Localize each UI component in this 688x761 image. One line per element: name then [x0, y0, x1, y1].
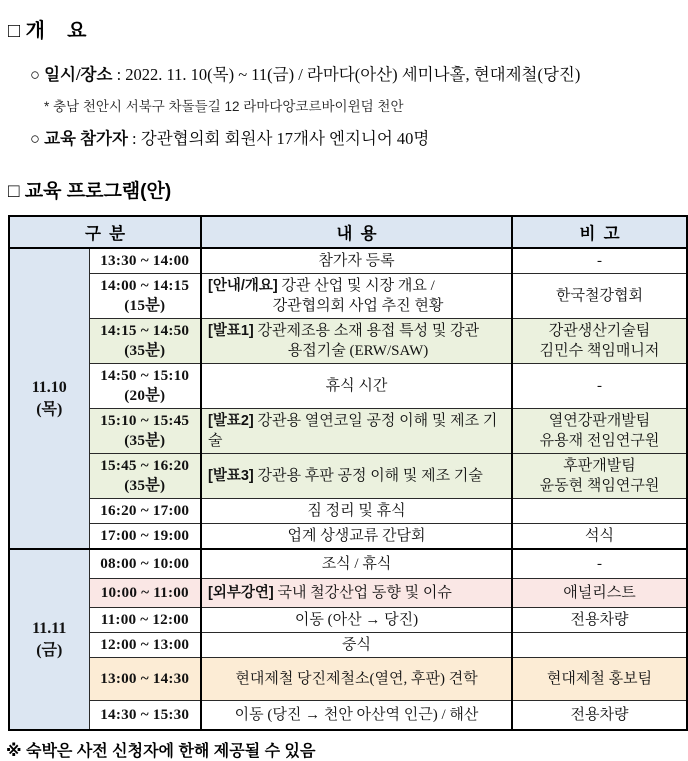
lodging-footnote: ※ 숙박은 사전 신청자에 한해 제공될 수 있음: [6, 743, 316, 760]
day-cell: [9, 549, 89, 730]
session-type-tag: [발표2]: [208, 413, 254, 429]
schedule-row: [9, 549, 687, 579]
schedule-row: [9, 658, 687, 701]
content-cell: [외부강연] 국내 철강산업 동향 및 이슈: [201, 579, 512, 608]
time-cell: 08:00 ~ 10:00: [89, 549, 201, 579]
separator: :: [112, 65, 126, 84]
remark-cell: [512, 499, 687, 524]
participants-label: 교육 참가자: [44, 129, 128, 148]
session-type-tag: [발표1]: [208, 323, 254, 339]
content-cell: 중식: [201, 633, 512, 658]
content-cell: 업계 상생교류 간담회: [201, 524, 512, 550]
separator: :: [127, 129, 141, 148]
remark-cell: 강관생산기술팀 김민수 책임매니저: [512, 319, 687, 364]
session-type-tag: [발표3]: [208, 468, 254, 484]
remark-cell: 석식: [512, 524, 687, 550]
circle-bullet-icon: ○: [30, 65, 45, 84]
content-cell: 이동 (아산 → 당진): [201, 608, 512, 633]
day-cell: [9, 248, 89, 549]
remark-cell: 전용차량: [512, 608, 687, 633]
time-cell: 13:30 ~ 14:00: [89, 248, 201, 274]
schedule-row: [9, 274, 687, 319]
schedule-row: [9, 499, 687, 524]
content-cell: 참가자 등록: [201, 248, 512, 274]
time-cell: 14:50 ~ 15:10 (20분): [89, 364, 201, 409]
schedule-row: [9, 701, 687, 731]
time-cell: 14:00 ~ 14:15 (15분): [89, 274, 201, 319]
time-cell: 13:00 ~ 14:30: [89, 658, 201, 701]
circle-bullet-icon: ○: [30, 129, 45, 148]
day-weekday: (금): [36, 641, 63, 659]
header-gubun: 구 분: [9, 216, 201, 248]
session-type-tag: [안내/개요]: [208, 278, 278, 294]
schedule-row: [9, 608, 687, 633]
remark-cell: -: [512, 549, 687, 579]
day-date: 11.10: [31, 378, 67, 396]
header-content: 내 용: [201, 216, 512, 248]
remark-cell: 전용차량: [512, 701, 687, 731]
schedule-row: [9, 454, 687, 499]
overview-title: □ 개 요: [8, 20, 87, 42]
content-cell: [발표1] 강관제조용 소재 용접 특성 및 강관 용접기술 (ERW/SAW): [201, 319, 512, 364]
schedule-place-label: 일시/장소: [44, 65, 113, 84]
remark-cell: 한국철강협회: [512, 274, 687, 319]
schedule-row: [9, 524, 687, 550]
remark-cell: 애널리스트: [512, 579, 687, 608]
remark-cell: [512, 633, 687, 658]
time-cell: 16:20 ~ 17:00: [89, 499, 201, 524]
schedule-row: [9, 633, 687, 658]
content-cell: [안내/개요] 강관 산업 및 시장 개요 / 강관협의회 사업 추진 현황: [201, 274, 512, 319]
table-header-row: [9, 216, 687, 248]
time-cell: 17:00 ~ 19:00: [89, 524, 201, 550]
content-cell: [발표3] 강관용 후판 공정 이해 및 제조 기술: [201, 454, 512, 499]
remark-cell: 열연강판개발팀 유용재 전임연구원: [512, 409, 687, 454]
participants-value: 강관협의회 회원사 17개사 엔지니어 40명: [140, 129, 430, 148]
day-weekday: (목): [36, 400, 63, 418]
address-note: * 충남 천안시 서북구 차돌들길 12 라마다앙코르바이윈덤 천안: [44, 99, 404, 114]
remark-cell: -: [512, 248, 687, 274]
participants-line: [30, 125, 688, 149]
session-type-tag: [외부강연]: [208, 585, 274, 601]
schedule-row: [9, 409, 687, 454]
program-schedule-table: [8, 215, 688, 731]
time-cell: 11:00 ~ 12:00: [89, 608, 201, 633]
schedule-row: [9, 579, 687, 608]
content-cell: 이동 (당진 → 천안 아산역 인근) / 해산: [201, 701, 512, 731]
time-cell: 10:00 ~ 11:00: [89, 579, 201, 608]
schedule-row: [9, 248, 687, 274]
remark-cell: 현대제철 홍보팀: [512, 658, 687, 701]
time-cell: 15:10 ~ 15:45 (35분): [89, 409, 201, 454]
header-remark: 비 고: [512, 216, 687, 248]
time-cell: 14:30 ~ 15:30: [89, 701, 201, 731]
content-cell: 짐 정리 및 휴식: [201, 499, 512, 524]
content-cell: 휴식 시간: [201, 364, 512, 409]
content-cell: 현대제철 당진제철소(열연, 후판) 견학: [201, 658, 512, 701]
content-cell: 조식 / 휴식: [201, 549, 512, 579]
content-cell: [발표2] 강관용 열연코일 공정 이해 및 제조 기술: [201, 409, 512, 454]
schedule-row: [9, 364, 687, 409]
day-date: 11.11: [32, 619, 67, 637]
schedule-row: [9, 319, 687, 364]
time-cell: 14:15 ~ 14:50 (35분): [89, 319, 201, 364]
schedule-place-value: 2022. 11. 10(목) ~ 11(금) / 라마다(아산) 세미나홀, 현대제철(당진): [125, 65, 581, 84]
time-cell: 12:00 ~ 13:00: [89, 633, 201, 658]
schedule-place-line: [30, 61, 688, 85]
remark-cell: 후판개발팀 윤동현 책임연구원: [512, 454, 687, 499]
time-cell: 15:45 ~ 16:20 (35분): [89, 454, 201, 499]
remark-cell: -: [512, 364, 687, 409]
program-title: □ 교육 프로그램(안): [8, 181, 172, 202]
